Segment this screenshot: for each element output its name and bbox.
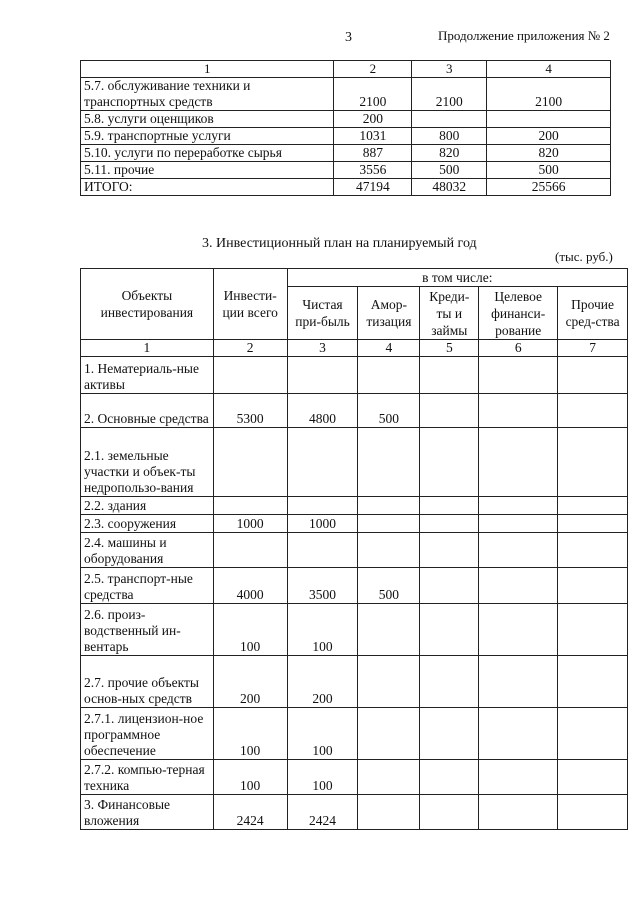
cell bbox=[213, 533, 287, 568]
col-number: 4 bbox=[358, 340, 420, 357]
cell: 4800 bbox=[287, 394, 358, 428]
cell bbox=[558, 497, 628, 515]
cell bbox=[420, 568, 479, 604]
cell: 500 bbox=[358, 568, 420, 604]
cell: 2100 bbox=[412, 78, 487, 111]
cell: 5300 bbox=[213, 394, 287, 428]
header-objects: Объекты инвестирования bbox=[81, 269, 214, 340]
cell: 500 bbox=[412, 162, 487, 179]
cell bbox=[287, 357, 358, 394]
cell: 100 bbox=[213, 708, 287, 760]
cell: 200 bbox=[213, 656, 287, 708]
cell bbox=[479, 497, 558, 515]
col-header: 2 bbox=[334, 61, 412, 78]
header-target-financing: Целевое финанси-рование bbox=[479, 287, 558, 340]
cell: 100 bbox=[287, 604, 358, 656]
page-number: 3 bbox=[345, 30, 352, 45]
cell bbox=[412, 111, 487, 128]
row-label: 2. Основные средства bbox=[81, 394, 214, 428]
row-label: 2.1. земельные участки и объек-ты недропользо-вания bbox=[81, 428, 214, 497]
col-number: 5 bbox=[420, 340, 479, 357]
table-row bbox=[81, 604, 628, 656]
cell: 500 bbox=[487, 162, 611, 179]
row-label: 5.8. услуги оценщиков bbox=[81, 111, 334, 128]
cell bbox=[479, 656, 558, 708]
row-label: 2.7. прочие объекты основ-ных средств bbox=[81, 656, 214, 708]
cell bbox=[287, 533, 358, 568]
row-label: 2.7.2. компью-терная техника bbox=[81, 760, 214, 795]
col-header: 3 bbox=[412, 61, 487, 78]
row-label: 3. Финансовые вложения bbox=[81, 795, 214, 830]
cell bbox=[479, 708, 558, 760]
cell bbox=[420, 760, 479, 795]
cell bbox=[420, 795, 479, 830]
col-header: 1 bbox=[81, 61, 334, 78]
header-amortization: Амор-тизация bbox=[358, 287, 420, 340]
cell bbox=[287, 497, 358, 515]
cell bbox=[358, 604, 420, 656]
cell bbox=[479, 795, 558, 830]
cell: 2100 bbox=[334, 78, 412, 111]
cell bbox=[558, 656, 628, 708]
cell bbox=[558, 357, 628, 394]
table-row bbox=[81, 533, 628, 568]
cell bbox=[358, 656, 420, 708]
cell: 200 bbox=[487, 128, 611, 145]
cell bbox=[479, 394, 558, 428]
cell bbox=[358, 515, 420, 533]
row-label: 1. Нематериаль-ные активы bbox=[81, 357, 214, 394]
cell bbox=[558, 568, 628, 604]
cell bbox=[358, 708, 420, 760]
table-row bbox=[81, 795, 628, 830]
table-row bbox=[81, 111, 611, 128]
cell bbox=[487, 111, 611, 128]
cell: 4000 bbox=[213, 568, 287, 604]
cell: 500 bbox=[358, 394, 420, 428]
cell: 820 bbox=[412, 145, 487, 162]
cell bbox=[358, 357, 420, 394]
cell bbox=[558, 708, 628, 760]
row-label: 2.4. машины и оборудования bbox=[81, 533, 214, 568]
cell: 200 bbox=[334, 111, 412, 128]
cell bbox=[358, 760, 420, 795]
cell: 100 bbox=[213, 604, 287, 656]
cell: 820 bbox=[487, 145, 611, 162]
cell: 1000 bbox=[287, 515, 358, 533]
cell bbox=[420, 604, 479, 656]
cell bbox=[420, 515, 479, 533]
cell bbox=[558, 428, 628, 497]
col-header: 4 bbox=[487, 61, 611, 78]
cell bbox=[213, 357, 287, 394]
cell: 3556 bbox=[334, 162, 412, 179]
cell bbox=[420, 357, 479, 394]
col-number: 2 bbox=[213, 340, 287, 357]
cell: 1031 bbox=[334, 128, 412, 145]
cell bbox=[420, 394, 479, 428]
cell bbox=[558, 604, 628, 656]
table-row bbox=[81, 428, 628, 497]
col-number: 7 bbox=[558, 340, 628, 357]
cell: 2424 bbox=[287, 795, 358, 830]
row-label: ИТОГО: bbox=[81, 179, 334, 196]
table-row bbox=[81, 568, 628, 604]
cell: 2100 bbox=[487, 78, 611, 111]
cell: 100 bbox=[287, 760, 358, 795]
cell bbox=[558, 394, 628, 428]
cell: 47194 bbox=[334, 179, 412, 196]
cell bbox=[420, 708, 479, 760]
cell bbox=[420, 428, 479, 497]
header-investments: Инвести-ции всего bbox=[213, 269, 287, 340]
cell bbox=[479, 568, 558, 604]
total-row bbox=[81, 179, 611, 196]
cell bbox=[558, 515, 628, 533]
row-label: 2.5. транспорт-ные средства bbox=[81, 568, 214, 604]
header-other-sources: Прочие сред-ства bbox=[558, 287, 628, 340]
header-credits: Креди-ты и займы bbox=[420, 287, 479, 340]
cell bbox=[420, 656, 479, 708]
cell bbox=[358, 497, 420, 515]
table-row bbox=[81, 760, 628, 795]
cell: 2424 bbox=[213, 795, 287, 830]
cell: 100 bbox=[287, 708, 358, 760]
cell bbox=[358, 428, 420, 497]
col-number: 3 bbox=[287, 340, 358, 357]
cell bbox=[213, 428, 287, 497]
row-label: 5.10. услуги по переработке сырья bbox=[81, 145, 334, 162]
cell bbox=[558, 795, 628, 830]
cell bbox=[479, 428, 558, 497]
continuation-header: Продолжение приложения № 2 bbox=[438, 28, 610, 43]
row-label: 2.2. здания bbox=[81, 497, 214, 515]
table-row bbox=[81, 497, 628, 515]
table-header-row bbox=[81, 61, 611, 78]
cell bbox=[479, 760, 558, 795]
row-label: 5.9. транспортные услуги bbox=[81, 128, 334, 145]
cell bbox=[420, 533, 479, 568]
cell: 800 bbox=[412, 128, 487, 145]
table-row bbox=[81, 78, 611, 111]
table-header-row bbox=[81, 269, 628, 287]
table-row bbox=[81, 128, 611, 145]
cell: 48032 bbox=[412, 179, 487, 196]
table-row bbox=[81, 394, 628, 428]
cell: 1000 bbox=[213, 515, 287, 533]
table-row bbox=[81, 515, 628, 533]
table-row bbox=[81, 656, 628, 708]
cell bbox=[479, 357, 558, 394]
cell bbox=[558, 533, 628, 568]
cell: 200 bbox=[287, 656, 358, 708]
cell bbox=[479, 515, 558, 533]
investment-plan-table bbox=[80, 268, 628, 830]
cell bbox=[479, 604, 558, 656]
cell bbox=[358, 795, 420, 830]
row-label: 2.3. сооружения bbox=[81, 515, 214, 533]
cell bbox=[358, 533, 420, 568]
expenses-table bbox=[80, 60, 611, 196]
cell bbox=[479, 533, 558, 568]
cell bbox=[558, 760, 628, 795]
cell bbox=[213, 497, 287, 515]
table-row bbox=[81, 357, 628, 394]
row-label: 5.7. обслуживание техники и транспортных средств bbox=[81, 78, 334, 111]
cell: 3500 bbox=[287, 568, 358, 604]
unit-label: (тыс. руб.) bbox=[555, 249, 613, 264]
row-label: 2.6. произ-водственный ин-вентарь bbox=[81, 604, 214, 656]
cell: 887 bbox=[334, 145, 412, 162]
row-label: 2.7.1. лицензион-ное программное обеспечение bbox=[81, 708, 214, 760]
section-title: 3. Инвестиционный план на планируемый год bbox=[202, 236, 477, 251]
cell bbox=[287, 428, 358, 497]
table-row bbox=[81, 708, 628, 760]
col-number: 1 bbox=[81, 340, 214, 357]
cell: 100 bbox=[213, 760, 287, 795]
cell: 25566 bbox=[487, 179, 611, 196]
header-net-profit: Чистая при-быль bbox=[287, 287, 358, 340]
col-number: 6 bbox=[479, 340, 558, 357]
table-row bbox=[81, 145, 611, 162]
cell bbox=[420, 497, 479, 515]
row-label: 5.11. прочие bbox=[81, 162, 334, 179]
table-row bbox=[81, 162, 611, 179]
column-numbers-row bbox=[81, 340, 628, 357]
header-including: в том числе: bbox=[287, 269, 627, 287]
